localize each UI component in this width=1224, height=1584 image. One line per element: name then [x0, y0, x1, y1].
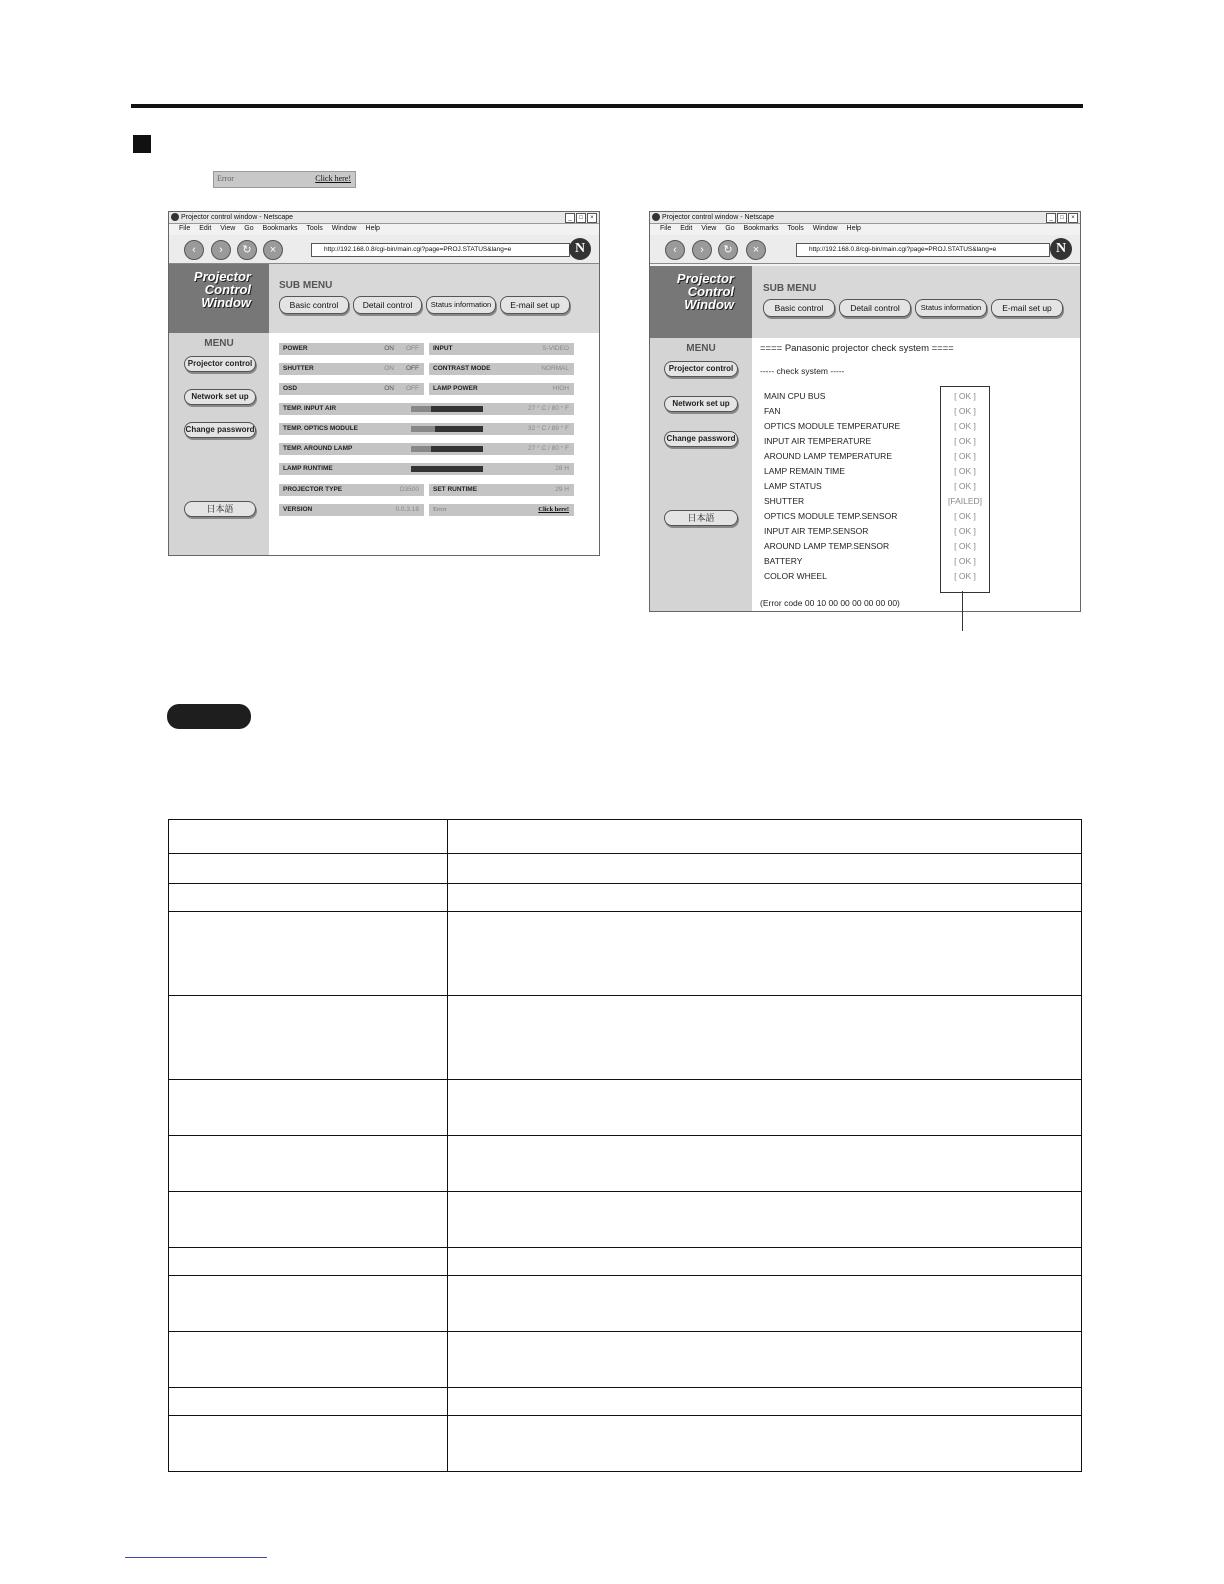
detail-control-button[interactable]: Detail control	[839, 299, 911, 317]
menu-window[interactable]: Window	[812, 225, 838, 232]
url-field[interactable]: http://192.168.0.8/cgi-bin/main.cgi?page=PROJ.STATUS&lang=e	[796, 243, 1050, 257]
table-row-line	[169, 883, 1081, 884]
back-icon[interactable]: ‹	[184, 240, 204, 260]
change-password-button[interactable]: Change password	[664, 431, 738, 447]
menu-bookmarks[interactable]: Bookmarks	[262, 225, 298, 232]
check-item: OPTICS MODULE TEMPERATURE	[764, 421, 901, 431]
title-bar	[169, 212, 599, 224]
brand-panel	[169, 264, 269, 333]
brand-line-1: Projector	[193, 269, 251, 284]
status-projector-type: PROJECTOR TYPE D3500	[279, 484, 424, 496]
status-temp-optics-module: TEMP. OPTICS MODULE 32 ° C / 89 ° F	[279, 423, 574, 435]
brand-line-2: Control	[687, 284, 734, 299]
sidebar-menu	[650, 338, 752, 611]
check-result: [ OK ]	[954, 466, 976, 476]
check-item: SHUTTER	[764, 496, 805, 506]
check-item: FAN	[764, 406, 781, 416]
footer-link-underline	[125, 1557, 267, 1558]
forward-icon[interactable]: ›	[692, 240, 712, 260]
check-result: [FAILED]	[947, 496, 982, 506]
reload-icon[interactable]: ↻	[718, 240, 738, 260]
check-result: [ OK ]	[954, 571, 976, 581]
error-label: Error	[217, 174, 234, 183]
menu-view[interactable]: View	[220, 225, 236, 232]
check-item: INPUT AIR TEMP.SENSOR	[764, 526, 869, 536]
table-row-line	[169, 1247, 1081, 1248]
stop-icon[interactable]: ×	[746, 240, 766, 260]
basic-control-button[interactable]: Basic control	[763, 299, 835, 317]
close-icon[interactable]: ×	[1068, 213, 1078, 223]
submenu-title: SUB MENU	[279, 280, 333, 291]
nav-toolbar	[650, 235, 1080, 264]
brand-line-1: Projector	[676, 271, 734, 286]
brand-line-3: Window	[684, 297, 734, 312]
table-row-line	[169, 1135, 1081, 1136]
right-browser-window	[649, 211, 1081, 612]
maximize-icon[interactable]: □	[576, 213, 586, 223]
menu-edit[interactable]: Edit	[680, 225, 693, 232]
menu-title: MENU	[686, 343, 716, 354]
section-bullet-square	[133, 135, 151, 153]
check-result: [ OK ]	[954, 481, 976, 491]
left-browser-window	[168, 211, 600, 556]
stop-icon[interactable]: ×	[263, 240, 283, 260]
check-content	[752, 338, 1080, 611]
temp-bar	[431, 406, 483, 412]
status-power: POWER ON OFF	[279, 343, 424, 355]
status-error: Error Click here!	[429, 504, 574, 516]
brand-line-3: Window	[201, 295, 251, 310]
submenu-area	[752, 266, 1080, 338]
check-item: INPUT AIR TEMPERATURE	[764, 436, 872, 446]
brand-panel	[650, 266, 752, 338]
netscape-logo-icon: N	[569, 238, 591, 260]
check-result: [ OK ]	[954, 436, 976, 446]
check-result: [ OK ]	[954, 511, 976, 521]
projector-control-button[interactable]: Projector control	[184, 356, 256, 372]
temp-bar-low	[411, 406, 431, 412]
minimize-icon[interactable]: _	[1046, 213, 1056, 223]
note-label-pill	[167, 704, 251, 729]
check-subheader: ----- check system -----	[760, 366, 845, 376]
menu-file[interactable]: File	[660, 225, 672, 232]
email-setup-button[interactable]: E-mail set up	[500, 296, 570, 314]
menu-window[interactable]: Window	[331, 225, 357, 232]
check-result: [ OK ]	[954, 556, 976, 566]
status-information-button[interactable]: Status information	[426, 296, 496, 314]
email-setup-button[interactable]: E-mail set up	[991, 299, 1063, 317]
minimize-icon[interactable]: _	[565, 213, 575, 223]
menu-view[interactable]: View	[701, 225, 717, 232]
check-result: [ OK ]	[954, 406, 976, 416]
status-shutter: SHUTTER ON OFF	[279, 363, 424, 375]
check-item: MAIN CPU BUS	[764, 391, 826, 401]
status-osd: OSD ON OFF	[279, 383, 424, 395]
japanese-button[interactable]: 日本語	[664, 510, 738, 526]
maximize-icon[interactable]: □	[1057, 213, 1067, 223]
table-row-line	[169, 1331, 1081, 1332]
status-set-runtime: SET RUNTIME 29 H	[429, 484, 574, 496]
menu-bar	[169, 224, 599, 234]
temp-bar-low	[411, 446, 431, 452]
japanese-button[interactable]: 日本語	[184, 501, 256, 517]
menu-bar	[650, 224, 1080, 234]
forward-icon[interactable]: ›	[211, 240, 231, 260]
back-icon[interactable]: ‹	[665, 240, 685, 260]
menu-bookmarks[interactable]: Bookmarks	[743, 225, 779, 232]
error-link[interactable]: Click here!	[315, 174, 351, 183]
submenu-area	[269, 264, 599, 333]
menu-go[interactable]: Go	[725, 225, 735, 232]
status-contrast-mode: CONTRAST MODE NORMAL	[429, 363, 574, 375]
status-lamp-power: LAMP POWER HIGH	[429, 383, 574, 395]
check-item: AROUND LAMP TEMPERATURE	[764, 451, 892, 461]
menu-tools[interactable]: Tools	[306, 225, 323, 232]
status-content	[269, 333, 599, 555]
temp-bar	[435, 426, 483, 432]
status-input: INPUT S-VIDEO	[429, 343, 574, 355]
check-result: [ OK ]	[954, 451, 976, 461]
title-bar	[650, 212, 1080, 224]
nav-toolbar	[169, 235, 599, 264]
check-item: OPTICS MODULE TEMP.SENSOR	[764, 511, 898, 521]
check-item: COLOR WHEEL	[764, 571, 827, 581]
temp-bar	[431, 446, 483, 452]
error-strip	[213, 171, 356, 188]
menu-file[interactable]: File	[179, 225, 191, 232]
reload-icon[interactable]: ↻	[237, 240, 257, 260]
window-title: Projector control window - Netscape	[662, 214, 775, 221]
check-item: BATTERY	[764, 556, 803, 566]
runtime-bar	[411, 466, 483, 472]
status-information-button[interactable]: Status information	[915, 299, 987, 317]
table-row-line	[169, 1191, 1081, 1192]
menu-title: MENU	[204, 338, 234, 349]
network-setup-button[interactable]: Network set up	[184, 389, 256, 405]
close-icon[interactable]: ×	[587, 213, 597, 223]
check-result: [ OK ]	[954, 526, 976, 536]
callout-line	[962, 591, 963, 631]
basic-control-button[interactable]: Basic control	[279, 296, 349, 314]
table-row-line	[169, 911, 1081, 912]
projector-control-button[interactable]: Projector control	[664, 361, 738, 377]
netscape-icon	[171, 213, 179, 221]
check-item: LAMP REMAIN TIME	[764, 466, 845, 476]
table-row-line	[169, 1275, 1081, 1276]
check-result: [ OK ]	[954, 391, 976, 401]
status-temp-around-lamp: TEMP. AROUND LAMP 27 ° C / 80 ° F	[279, 443, 574, 455]
network-setup-button[interactable]: Network set up	[664, 396, 738, 412]
netscape-logo-icon: N	[1050, 238, 1072, 260]
netscape-icon	[652, 213, 660, 221]
sidebar-menu	[169, 333, 269, 555]
check-item: AROUND LAMP TEMP.SENSOR	[764, 541, 890, 551]
status-lamp-runtime: LAMP RUNTIME 28 H	[279, 463, 574, 475]
section-rule	[131, 104, 1083, 108]
menu-help[interactable]: Help	[846, 225, 861, 232]
error-code: (Error code 00 10 00 00 00 00 00 00)	[760, 598, 900, 608]
check-header: ==== Panasonic projector check system ====	[760, 343, 954, 354]
table-row-line	[169, 1415, 1081, 1416]
table-row-line	[169, 1079, 1081, 1080]
info-table	[168, 819, 1082, 1472]
table-column-divider	[447, 820, 448, 1471]
url-field[interactable]: http://192.168.0.8/cgi-bin/main.cgi?page=PROJ.STATUS&lang=e	[311, 243, 570, 257]
check-result: [ OK ]	[954, 421, 976, 431]
table-row-line	[169, 853, 1081, 854]
check-item: LAMP STATUS	[764, 481, 822, 491]
temp-bar-low	[411, 426, 435, 432]
check-result: [ OK ]	[954, 541, 976, 551]
detail-control-button[interactable]: Detail control	[353, 296, 422, 314]
status-version: VERSION 0.0.3.18	[279, 504, 424, 516]
table-row-line	[169, 1387, 1081, 1388]
menu-tools[interactable]: Tools	[787, 225, 804, 232]
brand-line-2: Control	[204, 282, 251, 297]
menu-edit[interactable]: Edit	[199, 225, 212, 232]
change-password-button[interactable]: Change password	[184, 422, 256, 438]
status-temp-input-air: TEMP. INPUT AIR 27 ° C / 80 ° F	[279, 403, 574, 415]
table-row-line	[169, 995, 1081, 996]
submenu-title: SUB MENU	[763, 283, 817, 294]
window-title: Projector control window - Netscape	[181, 214, 294, 221]
menu-go[interactable]: Go	[244, 225, 254, 232]
menu-help[interactable]: Help	[365, 225, 380, 232]
